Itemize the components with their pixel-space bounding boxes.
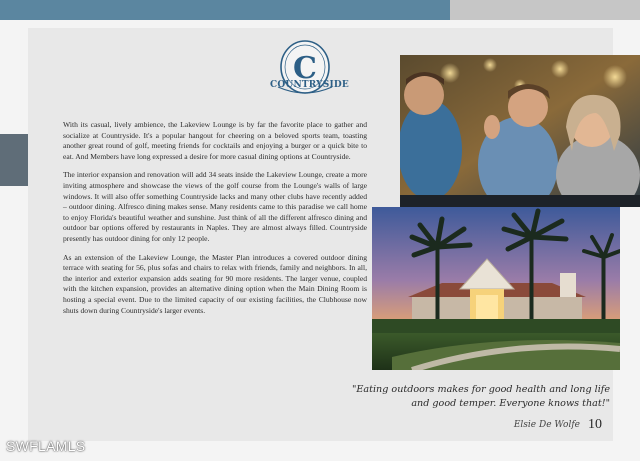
photo-clubhouse-sunset (372, 207, 620, 370)
page-number: 10 (588, 417, 602, 432)
quote-line-2: and good temper. Everyone knows that!" (411, 398, 610, 409)
pull-quote (350, 383, 610, 411)
quote-line-1: "Eating outdoors makes for good health and long life (351, 384, 610, 395)
article-body (63, 120, 367, 324)
article-paragraph: With its casual, lively ambience, the Lakeview Lounge is by far the favorite place to gather and socialize at Countryside. It's a popular hangout for cheering on a beloved sports team, toasting another great round of golf, meeting friends for cocktails and enjoying a burger or a quick bite to eat. And Members have long expressed a desire for more casual dining options at Countryside. (63, 120, 367, 161)
listing-watermark: SWFLAMLS (6, 438, 86, 454)
top-accent-bar (0, 0, 450, 20)
logo-wordmark: COUNTRYSIDE (270, 80, 349, 90)
top-accent-bar-light (450, 0, 640, 20)
quote-author: Elsie De Wolfe (513, 420, 580, 430)
logo-letter: C (293, 51, 317, 86)
side-accent-block (0, 134, 28, 186)
article-paragraph: As an extension of the Lakeview Lounge, the Master Plan introduces a covered outdoor dining terrace with seating for 56, plus sofas and chairs to relax with friends, family and neighbors. In all, the interior and exterior expansion adds seating for 90 more residents. The larger venue, coupled with the kitchen expansion, provides an alternative dining option when the Main Dining Room is hosting a special event. Due to the limited capacity of our existing facilities, the Clubhouse now shuts down during Countryside's larger events. (63, 252, 367, 315)
article-paragraph: The interior expansion and renovation will add 34 seats inside the Lakeview Lounge, create a more inviting atmosphere and showcase the views of the golf course from the Lounge's walls of large windows. It will also offer something Countryside lacks and many other clubs have recently added – outdoor dining. Alfresco dining makes sense. Many residents came to this paradise we call home to enjoy Florida's beautiful weather and sunshine. Just think of all the different alfresco dining and outdoor bar options offered by restaurants in Naples. They are almost always filled. Countryside presently has outdoor dining for only 12 people. (63, 170, 367, 243)
countryside-logo (270, 37, 349, 105)
photo-friends-dining (400, 55, 640, 207)
